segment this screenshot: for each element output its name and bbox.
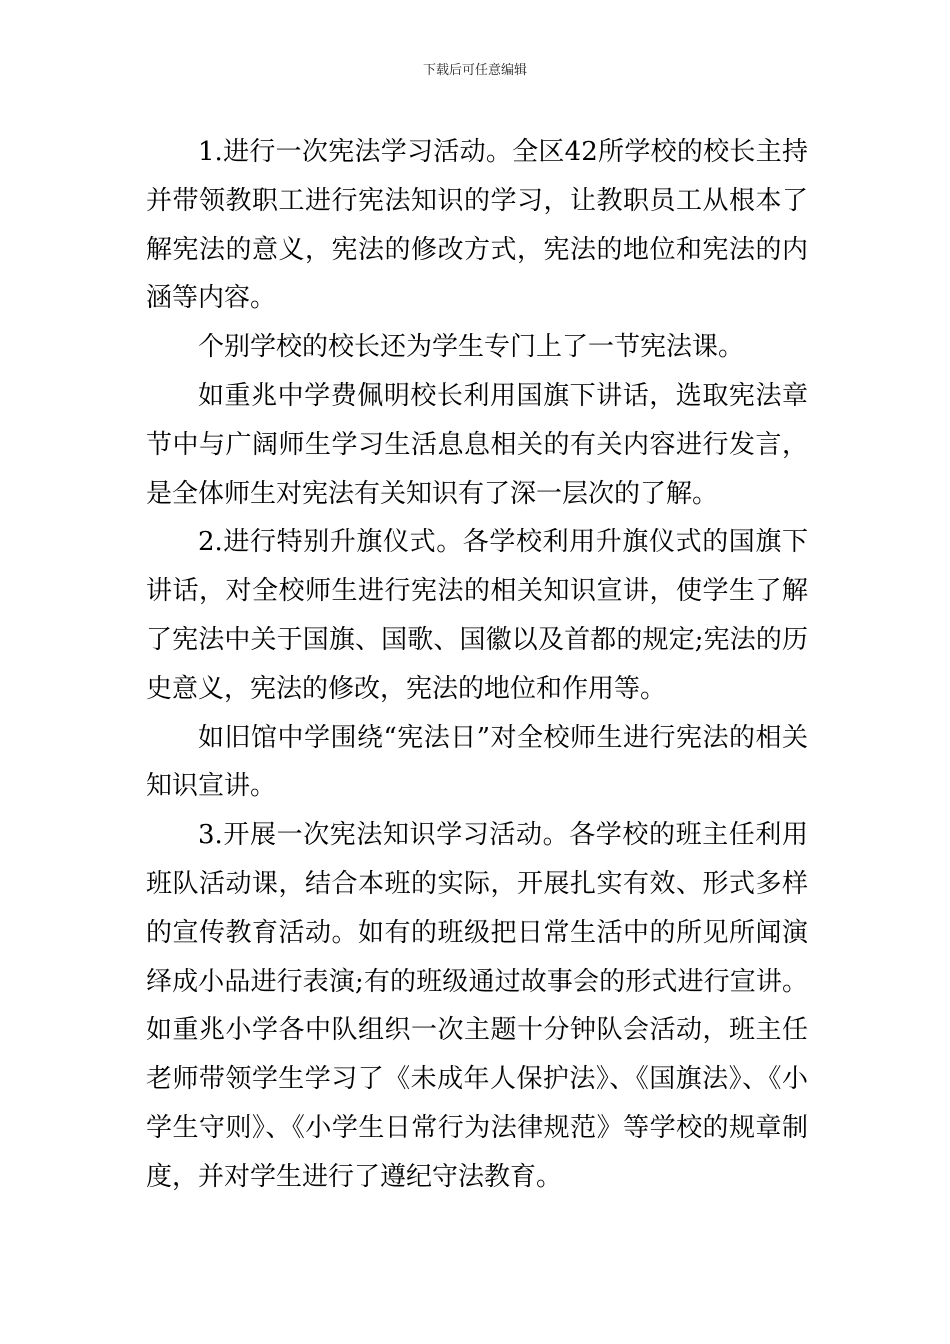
paragraph-zhongzhao-middle-school: 如重兆中学费佩明校长利用国旗下讲话，选取宪法章节中与广阔师生学习生活息息相关的有关内容进行发言，是全体师生对宪法有关知识有了深一层次的了解。: [146, 380, 808, 509]
paragraph-principal-lesson: 个别学校的校长还为学生专门上了一节宪法课。: [198, 332, 745, 363]
paragraph-activity-2: 2.进行特别升旗仪式。各学校利用升旗仪式的国旗下讲话，对全校师生进行宪法的相关知识宣讲，使学生了解了宪法中关于国旗、国歌、国徽以及首都的规定;宪法的历史意义，宪法的修改，宪法的地位和作用等。: [146, 527, 808, 704]
page-header-note: 下载后可任意编辑: [422, 63, 527, 78]
document-body: [146, 128, 808, 1202]
paragraph-activity-3: 3.开展一次宪法知识学习活动。各学校的班主任利用班队活动课，结合本班的实际，开展扎实有效、形式多样的宣传教育活动。如有的班级把日常生活中的所见所闻演绎成小品进行表演;有的班级通过故事会的形式进行宣讲。如重兆小学各中队组织一次主题十分钟队会活动，班主任老师带领学生学习了《未成年人保护法》、《国旗法》、《小学生守则》、《小学生日常行为法律规范》等学校的规章制度，并对学生进行了遵纪守法教育。: [146, 820, 808, 1192]
paragraph-activity-1: 1.进行一次宪法学习活动。全区42所学校的校长主持并带领教职工进行宪法知识的学习，让教职员工从根本了解宪法的意义，宪法的修改方式，宪法的地位和宪法的内涵等内容。: [146, 137, 808, 314]
paragraph-jiuguan-middle-school: 如旧馆中学围绕“宪法日”对全校师生进行宪法的相关知识宣讲。: [146, 722, 808, 802]
